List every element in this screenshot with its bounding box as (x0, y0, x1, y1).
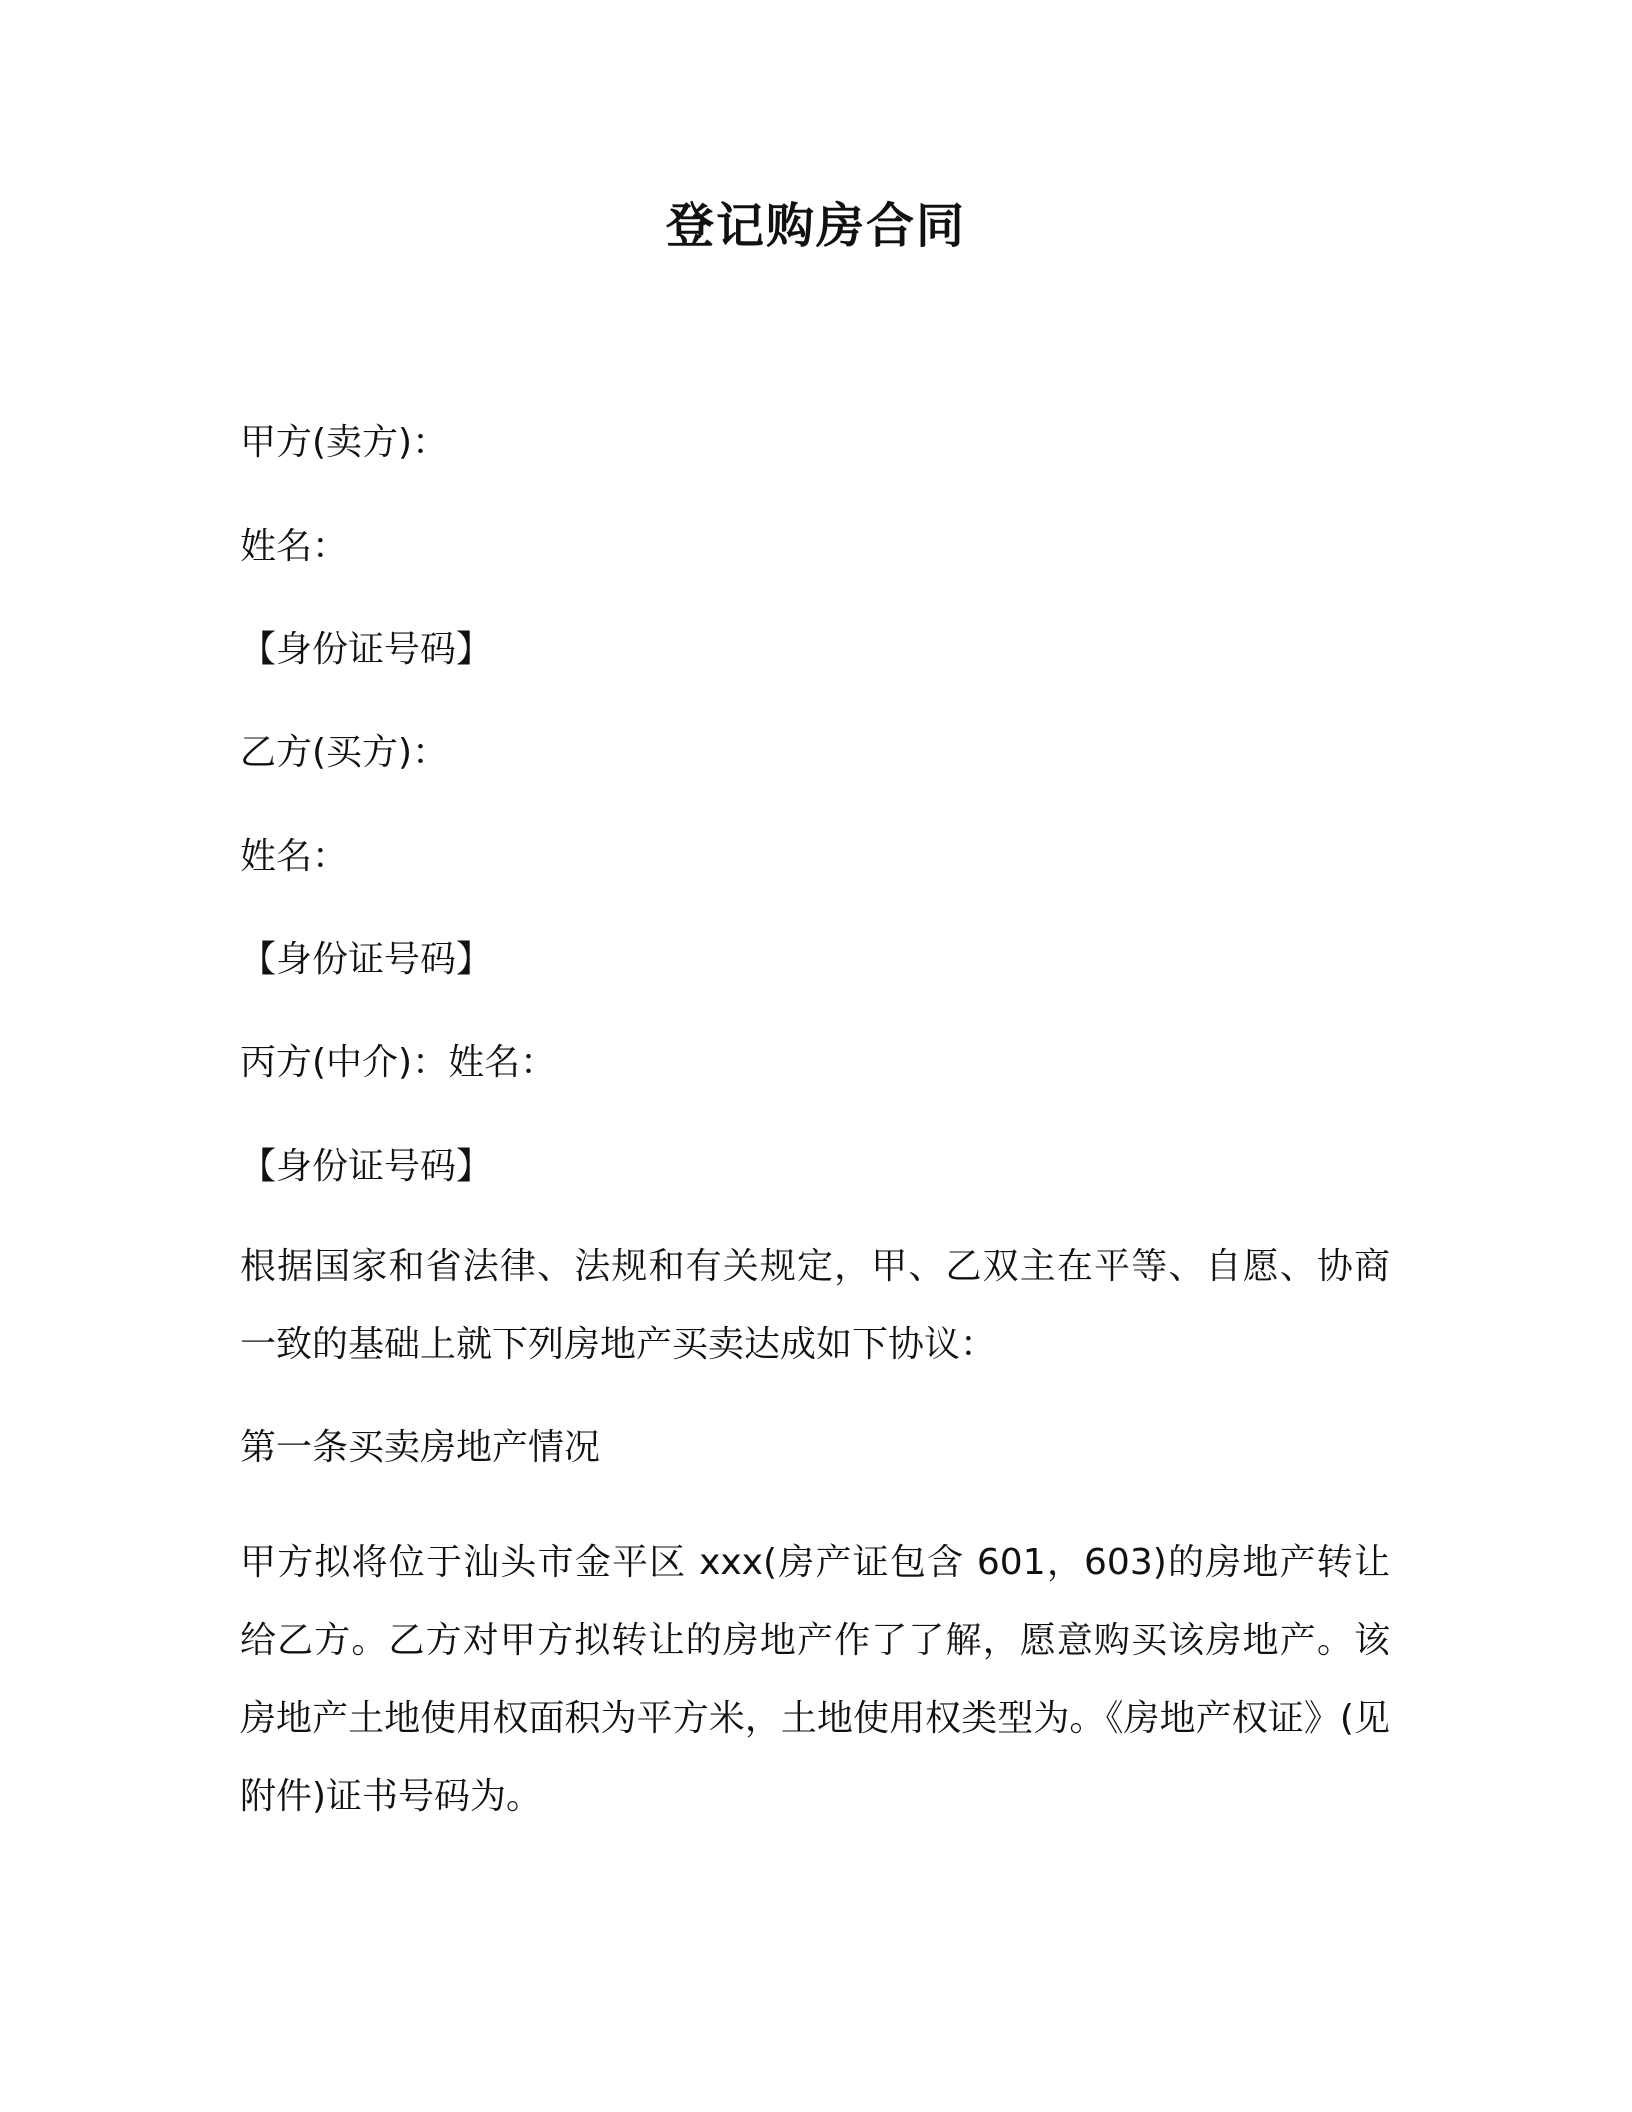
preamble-paragraph: 根据国家和省法律、法规和有关规定，甲、乙双主在平等、自愿、协商一致的基础上就下列房地产买卖达成如下协议： (240, 1246, 1390, 1365)
document-title: 登记购房合同 (665, 198, 966, 254)
party-b-name-label: 姓名： (240, 836, 349, 877)
party-c-heading: 丙方(中介)：姓名： (240, 1042, 557, 1083)
party-b-id-label: 【身份证号码】 (240, 939, 493, 980)
party-a-id-label: 【身份证号码】 (240, 629, 493, 670)
party-a-heading: 甲方(卖方)： (240, 422, 449, 463)
article-1-heading: 第一条买卖房地产情况 (240, 1427, 601, 1468)
party-b-heading: 乙方(买方)： (240, 732, 449, 773)
party-a-name-label: 姓名： (240, 526, 349, 567)
party-c-id-label: 【身份证号码】 (240, 1146, 493, 1187)
article-1-body: 甲方拟将位于汕头市金平区 xxx(房产证包含 601，603)的房地产转让给乙方。乙方对甲方拟转让的房地产作了了解，愿意购买该房地产。该房地产土地使用权面积为平方米，土地使用权类型为。《房地产权证》(见附件)证书号码为。 (240, 1542, 1390, 1817)
